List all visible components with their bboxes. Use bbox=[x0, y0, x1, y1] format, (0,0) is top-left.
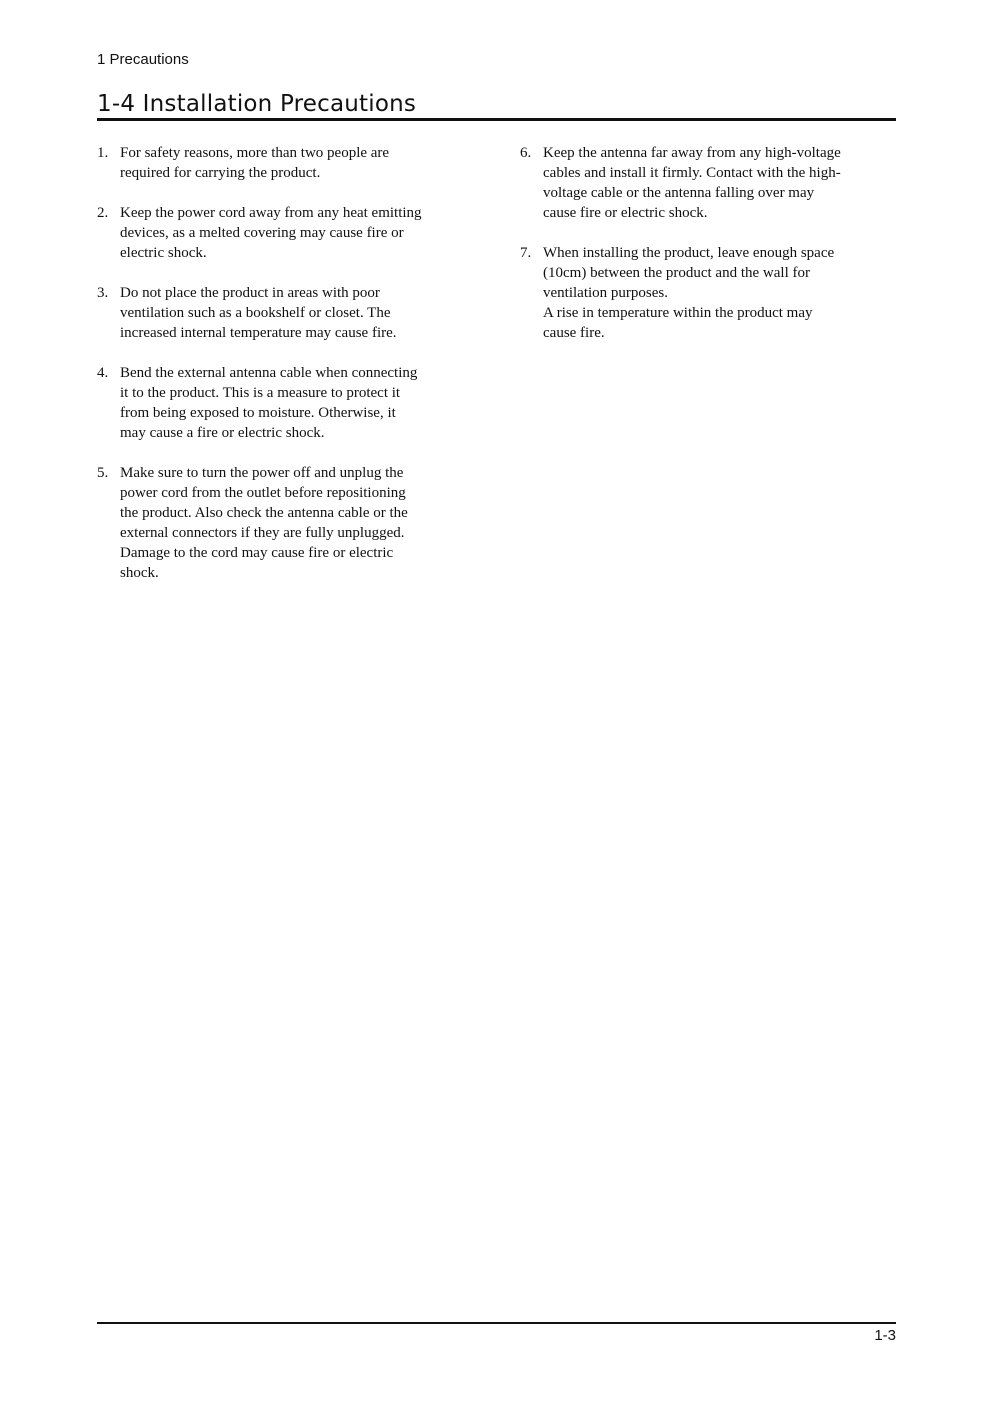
item-number: 5. bbox=[97, 465, 109, 481]
item-number: 1. bbox=[97, 145, 109, 161]
item-number: 3. bbox=[97, 285, 109, 301]
running-header: 1 Precautions bbox=[97, 51, 189, 68]
item-number: 2. bbox=[97, 205, 109, 221]
precaution-item-4 bbox=[97, 363, 467, 443]
precaution-item-1 bbox=[97, 143, 467, 183]
item-text: Keep the power cord away from any heat emitting devices, as a melted covering may cause fire or electric shock. bbox=[120, 205, 422, 261]
right-column bbox=[520, 143, 890, 363]
item-text: When installing the product, leave enough space (10cm) between the product and the wall for ventilation purposes. A rise in temperature within the product may cause fire. bbox=[543, 245, 835, 341]
item-text: Make sure to turn the power off and unplug the power cord from the outlet before repositioning the product. Also check the antenna cable or the external connectors if they are fully unplugged. Damage to the cord may cause fire or electric shock. bbox=[120, 465, 408, 581]
precaution-item-6 bbox=[520, 143, 890, 223]
item-text: Do not place the product in areas with poor ventilation such as a bookshelf or closet. The increased internal temperature may cause fire. bbox=[120, 285, 397, 341]
item-number: 7. bbox=[520, 245, 532, 261]
precaution-item-2 bbox=[97, 203, 467, 263]
precaution-item-3 bbox=[97, 283, 467, 343]
item-number: 6. bbox=[520, 145, 532, 161]
item-text: For safety reasons, more than two people are required for carrying the product. bbox=[120, 145, 390, 181]
precaution-item-7 bbox=[520, 243, 890, 343]
item-text: Keep the antenna far away from any high-voltage cables and install it firmly. Contact with the high- voltage cable or the antenna falling over may cause fire or electric shock. bbox=[543, 145, 841, 221]
left-column bbox=[97, 143, 467, 603]
precaution-item-5 bbox=[97, 463, 467, 583]
item-text: Bend the external antenna cable when connecting it to the product. This is a measure to protect it from being exposed to moisture. Otherwise, it may cause a fire or electric shock. bbox=[120, 365, 418, 441]
title-rule bbox=[97, 118, 896, 121]
footer-rule bbox=[97, 1322, 896, 1324]
item-number: 4. bbox=[97, 365, 109, 381]
page-number: 1-3 bbox=[874, 1327, 896, 1344]
section-title: 1-4 Installation Precautions bbox=[97, 91, 417, 117]
